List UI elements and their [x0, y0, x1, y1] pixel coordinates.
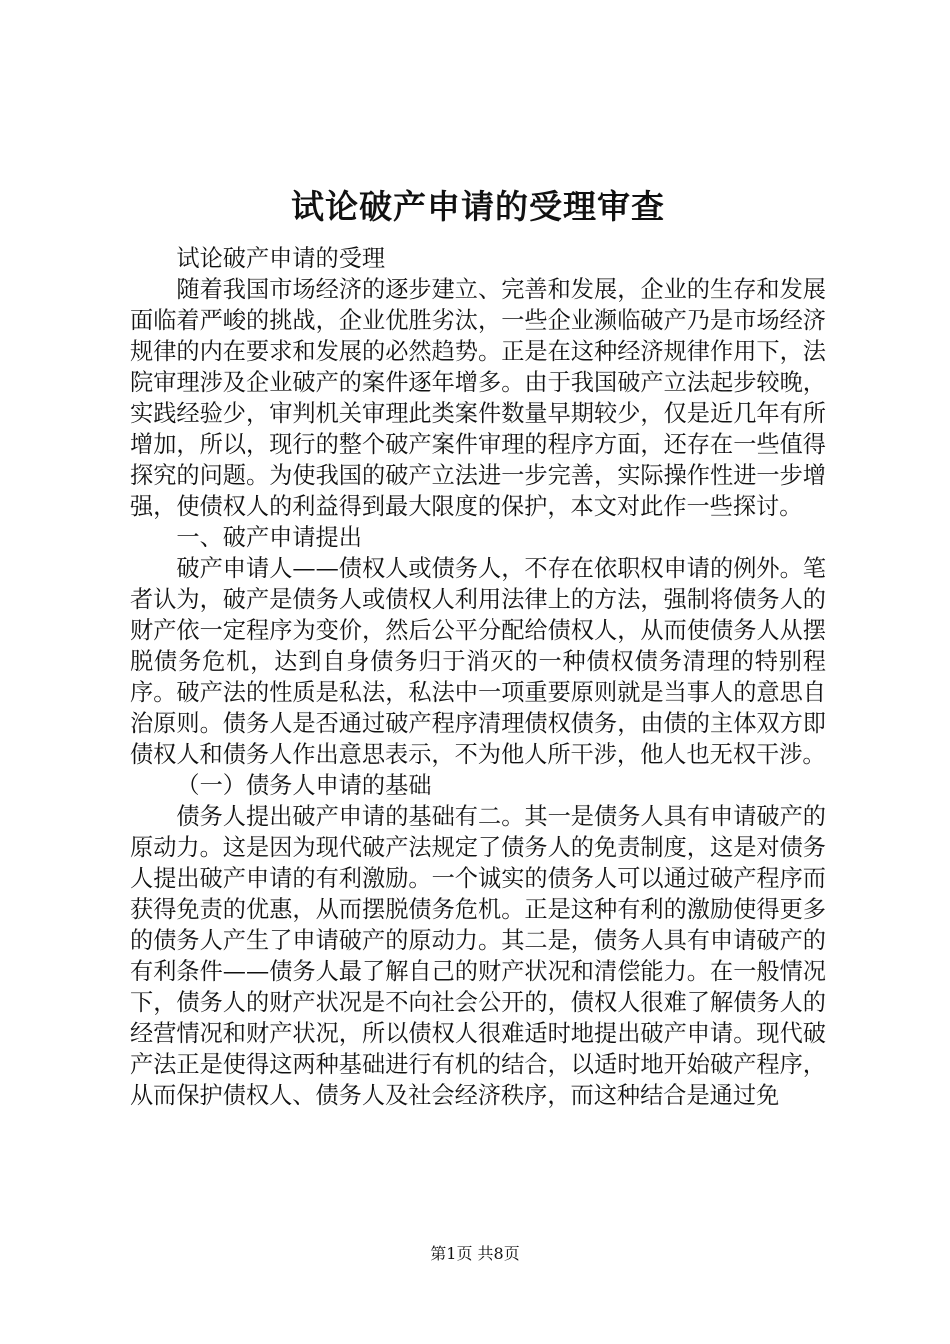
- document-subtitle: 试论破产申请的受理: [176, 245, 386, 272]
- document-body: [130, 183, 826, 1111]
- document-title: 试论破产申请的受理审查: [291, 187, 665, 226]
- subsection-heading-1: （一）债务人申请的基础: [176, 772, 432, 799]
- section-heading-1: 一、破产申请提出: [176, 524, 362, 551]
- paragraph-introduction: 随着我国市场经济的逐步建立、完善和发展，企业的生存和发展面临着严峻的挑战，企业优胜劣汰，一些企业濒临破产乃是市场经济规律的内在要求和发展的必然趋势。正是在这种经济规律作用下，法院审理涉及企业破产的案件逐年增多。由于我国破产立法起步较晚，实践经验少，审判机关审理此类案件数量早期较少，仅是近几年有所增加，所以，现行的整个破产案件审理的程序方面，还存在一些值得探究的问题。为使我国的破产立法进一步完善，实际操作性进一步增强，使债权人的利益得到最大限度的保护，本文对此作一些探讨。: [130, 276, 826, 520]
- page-number-footer: 第1页 共8页: [430, 1244, 520, 1263]
- paragraph-debtor-basis: 债务人提出破产申请的基础有二。其一是债务人具有申请破产的原动力。这是因为现代破产法规定了债务人的免责制度，这是对债务人提出破产申请的有利激励。一个诚实的债务人可以通过破产程序而获得免责的优惠，从而摆脱债务危机。正是这种有利的激励使得更多的债务人产生了申请破产的原动力。其二是，债务人具有申请破产的有利条件——债务人最了解自己的财产状况和清偿能力。在一般情况下，债务人的财产状况是不向社会公开的，债权人很难了解债务人的经营情况和财产状况，所以债权人很难适时地提出破产申请。现代破产法正是使得这两种基础进行有机的结合，以适时地开始破产程序，从而保护债权人、债务人及社会经济秩序，而这种结合是通过免: [130, 803, 826, 1109]
- paragraph-applicant: 破产申请人——债权人或债务人，不存在依职权申请的例外。笔者认为，破产是债务人或债权人利用法律上的方法，强制将债务人的财产依一定程序为变价，然后公平分配给债权人，从而使债务人从摆脱债务危机，达到自身债务归于消灭的一种债权债务清理的特别程序。破产法的性质是私法，私法中一项重要原则就是当事人的意思自治原则。债务人是否通过破产程序清理债权债务，由债的主体双方即债权人和债务人作出意思表示，不为他人所干涉，他人也无权干涉。: [130, 555, 826, 768]
